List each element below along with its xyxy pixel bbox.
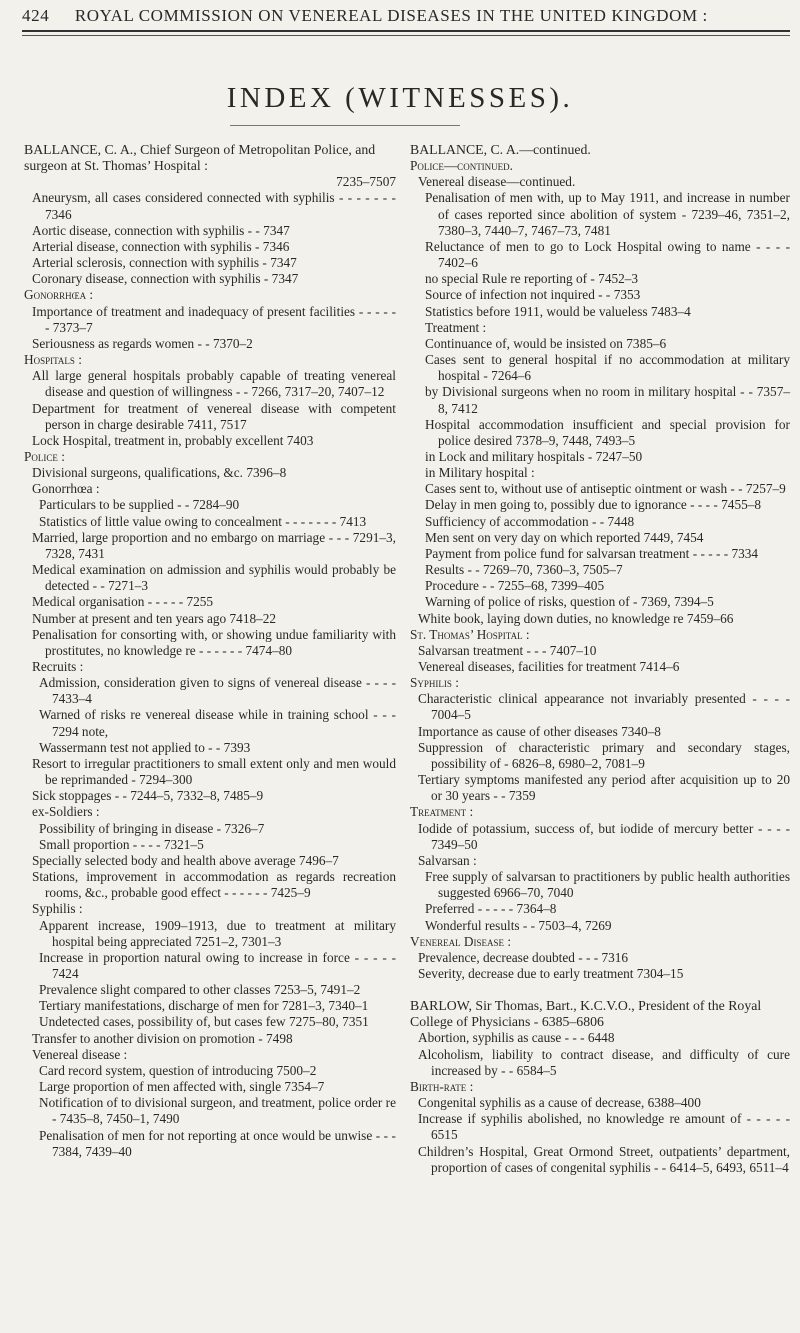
index-entry: Importance as cause of other diseases 7340–8 — [418, 723, 661, 739]
index-entry: Gonorrhœa : — [32, 481, 100, 497]
header-rule — [22, 30, 790, 32]
subject-heading: Syphilis : — [410, 675, 459, 691]
subject-heading: Police : — [24, 448, 65, 464]
index-entry: Salvarsan treatment - - - 7407–10 — [418, 642, 597, 658]
index-entry: Cases sent to general hospital if no accommodation at military hospital - 7264–6 — [425, 352, 790, 384]
index-entry: Transfer to another division on promotion - 7498 — [32, 1030, 293, 1046]
index-entry: Sick stoppages - - 7244–5, 7332–8, 7485–9 — [32, 788, 264, 804]
index-entry: Card record system, question of introducing 7500–2 — [39, 1062, 317, 1078]
index-entry: Lock Hospital, treatment in, probably excellent 7403 — [32, 432, 314, 448]
subject-heading: Gonorrhœa : — [24, 287, 94, 303]
subject-heading: Birth-rate : — [410, 1078, 474, 1094]
witness-heading: BALLANCE, C. A.—continued. — [410, 142, 591, 157]
index-entry: Importance of treatment and inadequacy of present facilities - - - - - - 7373–7 — [32, 303, 396, 335]
index-entry: White book, laying down duties, no knowledge re 7459–66 — [418, 610, 734, 626]
index-entry: in Military hospital : — [425, 465, 535, 481]
title-underline — [230, 125, 460, 126]
index-entry: Treatment : — [425, 319, 487, 335]
index-entry: Aortic disease, connection with syphilis - - 7347 — [32, 222, 290, 238]
index-entry: Particulars to be supplied - - 7284–90 — [39, 497, 240, 513]
index-entry: Increase in proportion natural owing to increase in force - - - - - 7424 — [39, 949, 396, 981]
index-entry: Department for treatment of venereal disease with competent person in charge desirable 7411, 7517 — [32, 400, 396, 432]
index-entry: Venereal disease : — [32, 1046, 128, 1062]
index-entry: Apparent increase, 1909–1913, due to treatment at military hospital being appreciated 7251–2, 7301–3 — [39, 917, 396, 949]
running-head — [22, 6, 792, 26]
index-entry: Small proportion - - - - 7321–5 — [39, 836, 204, 852]
index-entry: Tertiary manifestations, discharge of men for 7281–3, 7340–1 — [39, 998, 369, 1014]
index-entry: Possibility of bringing in disease - 7326–7 — [39, 820, 265, 836]
index-entry: Cases sent to, without use of antiseptic ointment or wash - - 7257–9 — [425, 481, 786, 497]
index-entry: All large general hospitals probably capable of treating venereal disease and question of willingness - - 7266, 7317–20, 7407–12 — [32, 368, 396, 400]
index-entry: Free supply of salvarsan to practitioners by public health authorities suggested 6966–70, 7040 — [425, 869, 790, 901]
index-entry: Results - - 7269–70, 7360–3, 7505–7 — [425, 562, 623, 578]
subject-heading: Venereal Disease : — [410, 933, 512, 949]
index-entry: Arterial sclerosis, connection with syphilis - 7347 — [32, 255, 297, 271]
index-entry: Wassermann test not applied to - - 7393 — [39, 739, 251, 755]
subject-heading: Treatment : — [410, 804, 474, 820]
index-entry: Syphilis : — [32, 901, 83, 917]
index-entry: Large proportion of men affected with, single 7354–7 — [39, 1079, 325, 1095]
index-entry: Married, large proportion and no embargo on marriage - - - 7291–3, 7328, 7431 — [32, 529, 396, 561]
page-number: 424 — [22, 6, 50, 25]
index-entry: Iodide of potassium, success of, but iodide of mercury better - - - - 7349–50 — [418, 820, 790, 852]
index-entry: Tertiary symptoms manifested any period after acquisition up to 20 or 30 years - - 7359 — [418, 772, 790, 804]
index-entry: Number at present and ten years ago 7418–22 — [32, 610, 277, 626]
index-entry: Stations, improvement in accommodation as regards recreation rooms, &c., probable good effect - - - - - - 7425–9 — [32, 869, 396, 901]
reference-range: 7235–7507 — [336, 174, 396, 190]
index-entry: in Lock and military hospitals - 7247–50 — [425, 448, 643, 464]
index-entry: Payment from police fund for salvarsan treatment - - - - - 7334 — [425, 545, 759, 561]
right-column — [410, 142, 790, 1176]
index-entry: Abortion, syphilis as cause - - - 6448 — [418, 1030, 615, 1046]
index-entry: Prevalence slight compared to other classes 7253–5, 7491–2 — [39, 982, 361, 998]
index-entry: Seriousness as regards women - - 7370–2 — [32, 335, 253, 351]
index-entry: Wonderful results - - 7503–4, 7269 — [425, 917, 612, 933]
index-entry: Admission, consideration given to signs of venereal disease - - - - 7433–4 — [39, 675, 396, 707]
index-entry: Specially selected body and health above average 7496–7 — [32, 852, 339, 868]
index-entry: Salvarsan : — [418, 852, 477, 868]
index-entry: Hospital accommodation insufficient and special provision for police desired 7378–9, 7448, 7493–5 — [425, 416, 790, 448]
index-entry: Delay in men going to, possibly due to ignorance - - - - 7455–8 — [425, 497, 762, 513]
header-rule-thin — [22, 35, 790, 36]
index-entry: Source of infection not inquired - - 7353 — [425, 287, 641, 303]
index-entry: Medical organisation - - - - - 7255 — [32, 594, 214, 610]
index-entry: Congenital syphilis as a cause of decrease, 6388–400 — [418, 1095, 701, 1111]
entry-gap — [410, 982, 790, 998]
index-entry: Coronary disease, connection with syphilis - 7347 — [32, 271, 299, 287]
index-entry: Sufficiency of accommodation - - 7448 — [425, 513, 635, 529]
running-title: ROYAL COMMISSION ON VENEREAL DISEASES IN THE UNITED KINGDOM : — [74, 6, 708, 25]
index-entry: no special Rule re reporting of - 7452–3 — [425, 271, 639, 287]
index-entry: Aneurysm, all cases considered connected with syphilis - - - - - - - 7346 — [32, 190, 396, 222]
index-entry: Alcoholism, liability to contract disease, and difficulty of cure increased by - - 6584–5 — [418, 1046, 790, 1078]
subject-heading: St. Thomas’ Hospital : — [410, 626, 530, 642]
index-entry: Penalisation for consorting with, or showing undue familiarity with prostitutes, no knowledge re - - - - - - 7474–80 — [32, 626, 396, 658]
index-entry: Preferred - - - - - 7364–8 — [425, 901, 557, 917]
index-entry: Medical examination on admission and syphilis would probably be detected - - 7271–3 — [32, 562, 396, 594]
index-entry: Continuance of, would be insisted on 7385–6 — [425, 335, 667, 351]
index-entry: Recruits : — [32, 659, 84, 674]
index-entry: ex-Soldiers : — [32, 804, 100, 820]
index-entry: Resort to irregular practitioners to small extent only and men would be reprimanded - 7294–300 — [32, 755, 396, 788]
witness-heading: BARLOW, Sir Thomas, Bart., K.C.V.O., President of the Royal College of Physicians - 6385–6806 — [410, 998, 762, 1030]
index-entry: Warning of police of risks, question of - 7369, 7394–5 — [425, 594, 714, 610]
index-entry: Arterial disease, connection with syphilis - 7346 — [32, 238, 290, 254]
subject-heading: Hospitals : — [24, 352, 82, 368]
index-entry: Venereal diseases, facilities for treatment 7414–6 — [418, 659, 680, 674]
index-title: INDEX (WITNESSES). — [226, 82, 574, 114]
index-entry: Men sent on very day on which reported 7449, 7454 — [425, 529, 704, 545]
index-entry: Notification of to divisional surgeon, and treatment, police order re - 7435–8, 7450–1, 7490 — [39, 1095, 396, 1127]
index-entry: Statistics before 1911, would be valueless 7483–4 — [425, 303, 691, 319]
index-entry: Reluctance of men to go to Lock Hospital owing to name - - - - 7402–6 — [425, 238, 790, 271]
index-entry: Severity, decrease due to early treatment 7304–15 — [418, 965, 684, 981]
left-column — [24, 142, 396, 1160]
index-entry: Statistics of little value owing to concealment - - - - - - - 7413 — [39, 513, 367, 529]
index-entry: Venereal disease—continued. — [418, 174, 576, 190]
index-entry: Undetected cases, possibility of, but cases few 7275–80, 7351 — [39, 1014, 369, 1030]
witness-heading: BALLANCE, C. A., Chief Surgeon of Metropolitan Police, and surgeon at St. Thomas’ Hospital : — [24, 142, 376, 174]
index-entry: Children’s Hospital, Great Ormond Street, outpatients’ department, proportion of cases of congenital syphilis - - 6414–5, 6493, 6511–4 — [418, 1143, 790, 1175]
index-entry: Procedure - - 7255–68, 7399–405 — [425, 578, 605, 594]
index-entry: by Divisional surgeons when no room in military hospital - - 7357–8, 7412 — [425, 384, 790, 416]
index-entry: Warned of risks re venereal disease while in training school - - - 7294 note, — [39, 707, 396, 739]
index-entry: Characteristic clinical appearance not invariably presented - - - - 7004–5 — [418, 691, 790, 723]
index-entry: Penalisation of men with, up to May 1911, and increase in number of cases reported since abolition of system - 7239–46, 7351–2, 7380–3, 7440–7, 7467–73, 7481 — [425, 190, 790, 238]
index-entry: Divisional surgeons, qualifications, &c. 7396–8 — [32, 465, 287, 481]
subject-heading: Police—continued. — [410, 158, 514, 174]
index-entry: Suppression of characteristic primary and secondary stages, possibility of - 6826–8, 6980–2, 7081–9 — [418, 739, 790, 771]
index-entry: Increase if syphilis abolished, no knowledge re amount of - - - - - 6515 — [418, 1111, 790, 1143]
index-entry: Prevalence, decrease doubted - - - 7316 — [418, 949, 629, 965]
index-entry: Penalisation of men for not reporting at once would be unwise - - - 7384, 7439–40 — [39, 1127, 396, 1159]
